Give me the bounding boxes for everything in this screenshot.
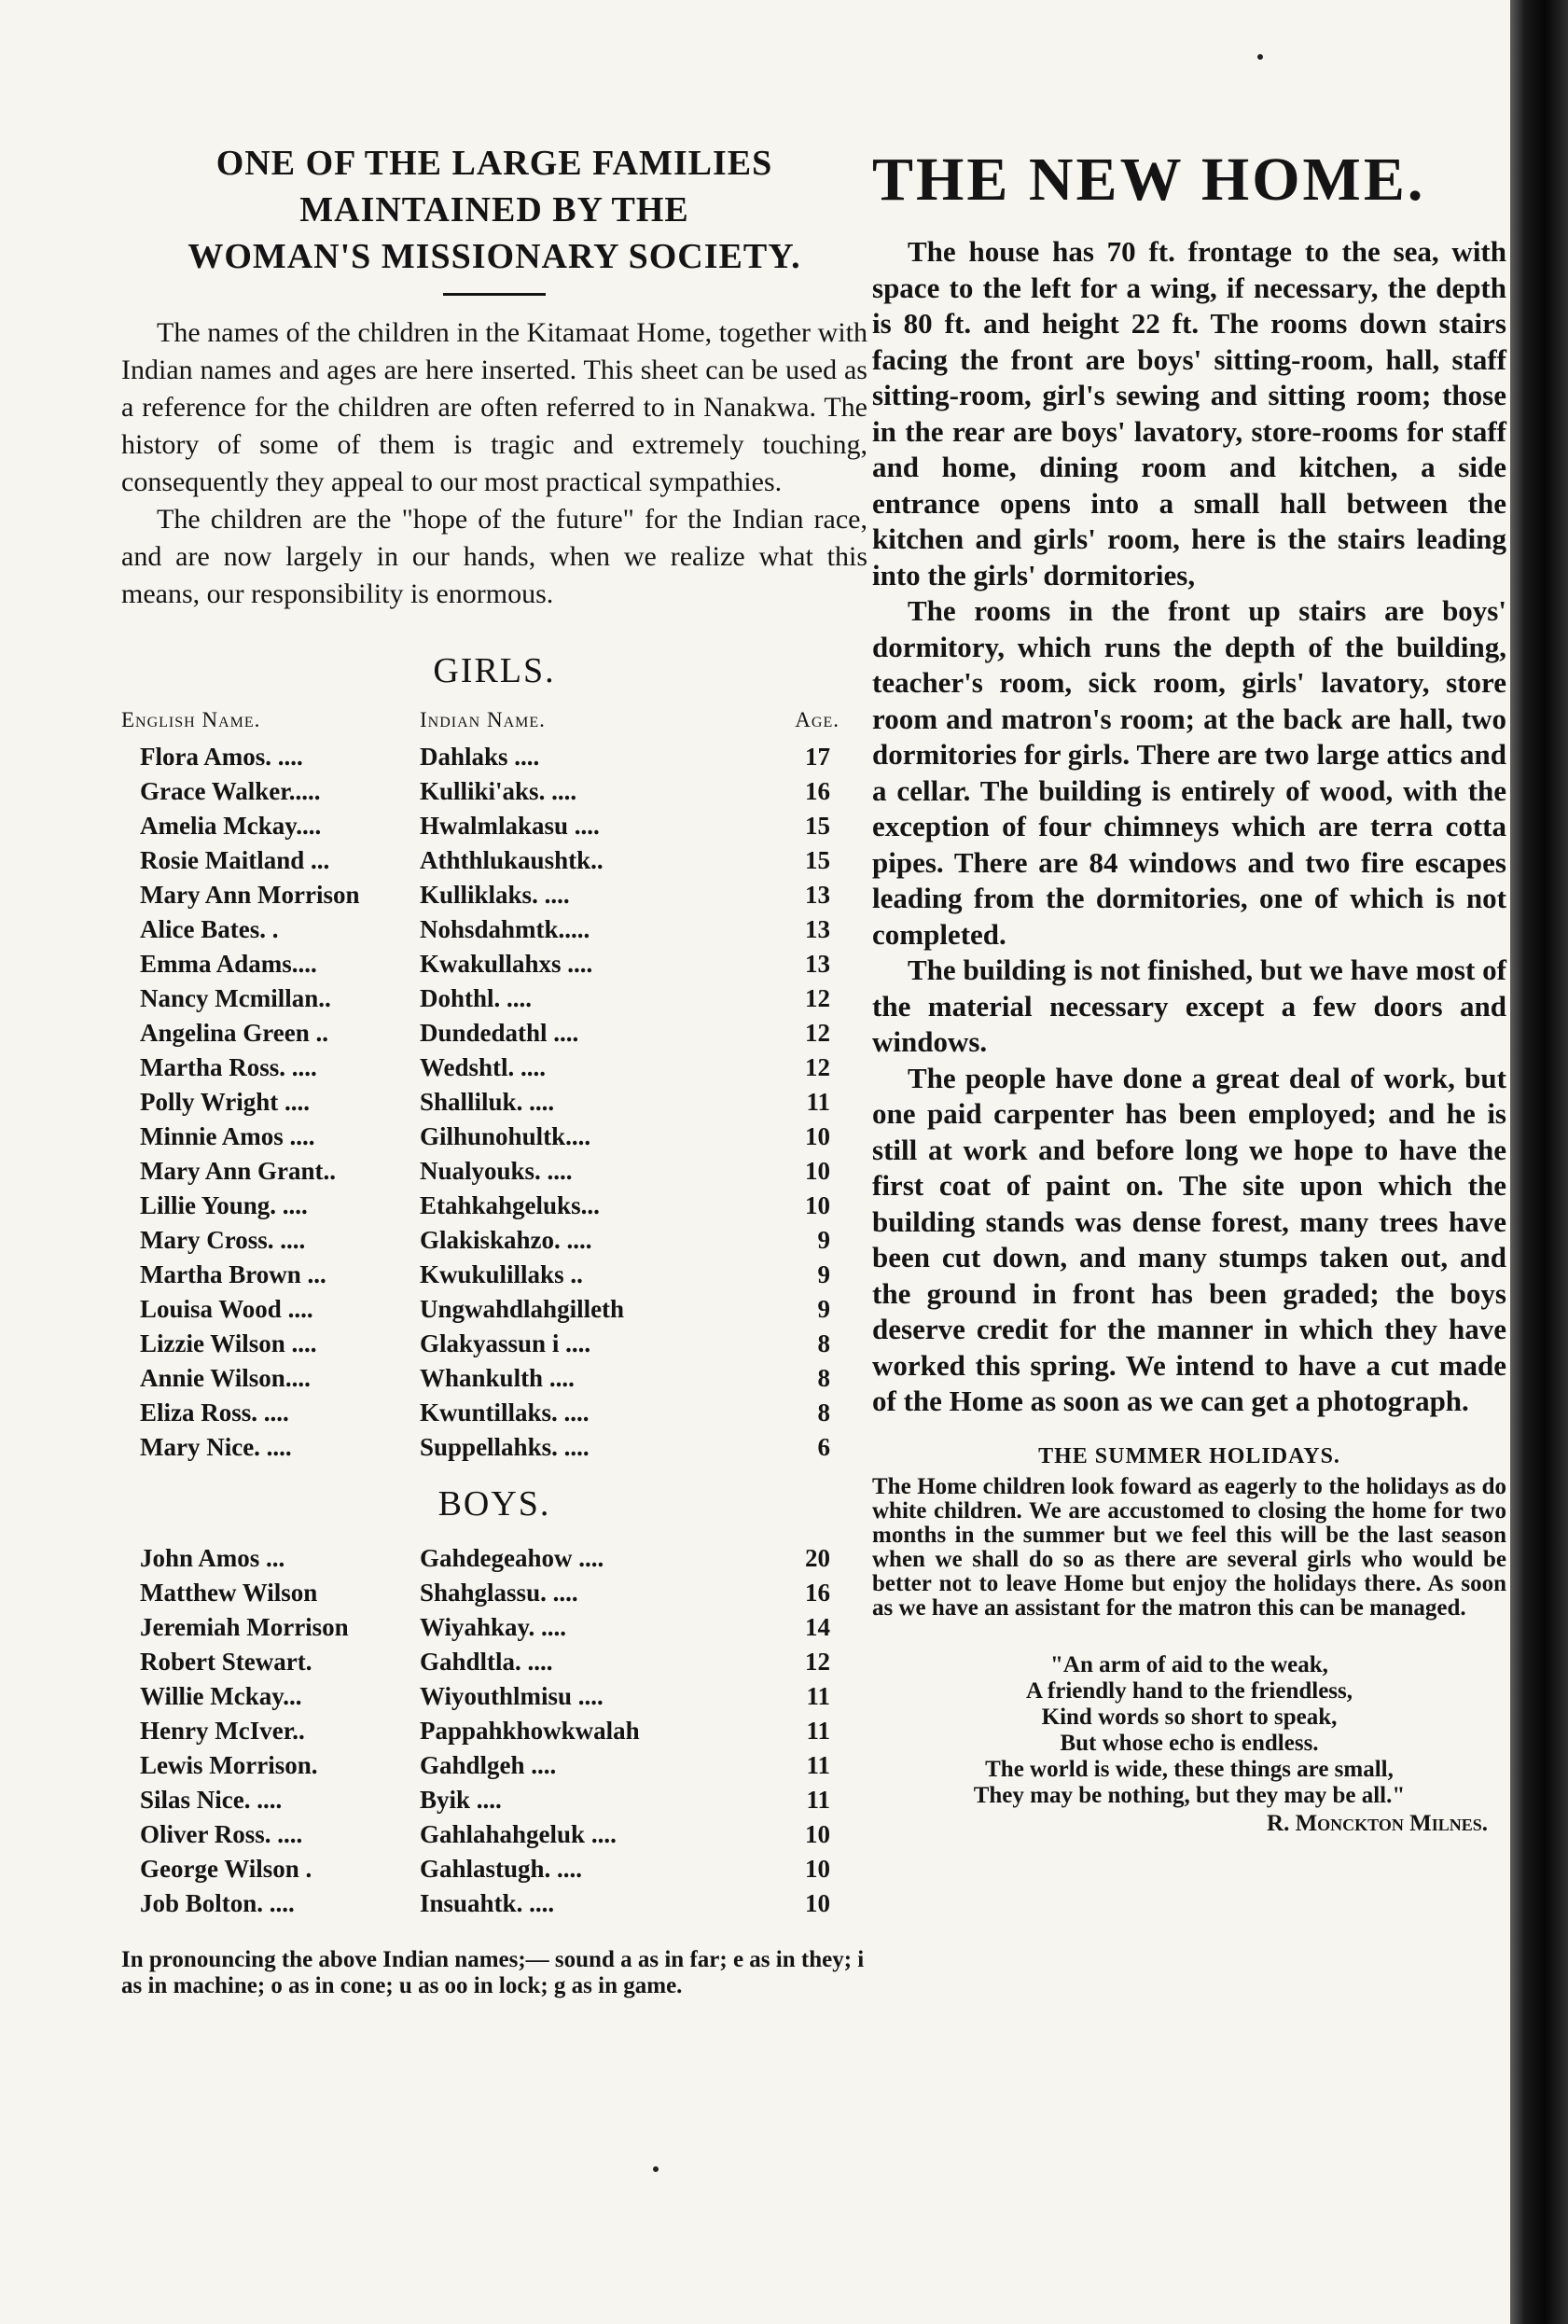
age-cell: 10 xyxy=(805,1889,830,1917)
indian-name-cell: Dundedathl .... xyxy=(420,1019,579,1047)
table-row xyxy=(121,1120,867,1154)
table-row xyxy=(121,1085,867,1120)
indian-name-cell: Kulliklaks. .... xyxy=(420,881,570,909)
summer-holidays-heading: THE SUMMER HOLIDAYS. xyxy=(1038,1443,1340,1468)
table-row xyxy=(121,878,867,912)
table-row xyxy=(121,843,867,878)
age-cell: 10 xyxy=(805,1820,830,1848)
indian-name-cell: Byik .... xyxy=(420,1786,502,1814)
title-line: MAINTAINED BY THE xyxy=(299,190,689,230)
english-name-cell: Alice Bates. . xyxy=(140,915,279,943)
table-row xyxy=(121,1610,867,1645)
english-name-cell: Nancy Mcmillan.. xyxy=(140,984,331,1012)
table-row xyxy=(121,1852,867,1886)
boys-list xyxy=(121,1541,867,1921)
english-name-cell: Henry McIver.. xyxy=(140,1717,305,1745)
table-row xyxy=(121,1645,867,1679)
english-name-cell: Grace Walker..... xyxy=(140,777,321,805)
age-cell: 20 xyxy=(805,1544,830,1572)
indian-name-cell: Glakiskahzo. .... xyxy=(420,1226,592,1254)
age-cell: 12 xyxy=(805,1053,830,1081)
age-cell: 8 xyxy=(817,1364,830,1392)
english-name-cell: Lillie Young. .... xyxy=(140,1191,308,1219)
indian-name-cell: Nualyouks. .... xyxy=(420,1157,573,1185)
scan-edge xyxy=(1510,0,1568,2324)
age-cell: 10 xyxy=(805,1191,830,1219)
age-cell: 12 xyxy=(805,1648,830,1676)
table-row xyxy=(121,1154,867,1189)
english-name-cell: Eliza Ross. .... xyxy=(140,1399,289,1426)
new-home-paragraph: The people have done a great deal of work, but one paid carpenter has been employed; and he is still at work and before long we hope to have the first coat of paint on. The site upon which the building stands was dense forest, many trees have been cut down, and many stumps taken out, and the ground in front has been graded; the boys deserve credit for the manner in which they have worked this spring. We intend to have a cut made of the Home as soon as we can get a photograph. xyxy=(872,1061,1506,1417)
table-row xyxy=(121,1258,867,1292)
age-cell: 15 xyxy=(805,846,830,874)
table-row xyxy=(121,774,867,809)
ink-dot xyxy=(653,2166,659,2172)
poem-line: The world is wide, these things are small, xyxy=(985,1756,1394,1782)
age-cell: 16 xyxy=(805,1579,830,1607)
age-cell: 9 xyxy=(817,1226,830,1254)
indian-name-cell: Gahlahahgeluk .... xyxy=(420,1820,617,1848)
age-cell: 17 xyxy=(805,743,830,771)
indian-name-cell: Wiyouthlmisu .... xyxy=(420,1682,604,1710)
english-name-cell: Martha Brown ... xyxy=(140,1260,326,1288)
poem-line: Kind words so short to speak, xyxy=(1041,1704,1338,1730)
table-row xyxy=(121,1016,867,1051)
english-name-cell: Minnie Amos .... xyxy=(140,1122,315,1150)
indian-name-cell: Nohsdahmtk..... xyxy=(420,915,590,943)
new-home-title: THE NEW HOME. xyxy=(872,146,1426,214)
table-row xyxy=(121,1396,867,1430)
indian-name-cell: Kwakullahxs .... xyxy=(420,950,593,978)
indian-name-cell: Gahdlgeh .... xyxy=(420,1751,557,1779)
indian-name-cell: Gahdltla. .... xyxy=(420,1648,553,1676)
age-cell: 8 xyxy=(817,1399,830,1426)
new-home-paragraph: The rooms in the front up stairs are boys' dormitory, which runs the depth of the building, teacher's room, sick room, girls' lavatory, store room and matron's room; at the back are hall, two dormitories for girls. There are two large attics and a cellar. The building is entirely of wood, with the exception of four chimneys which are terra cotta pipes. There are 84 windows and two fire escapes leading from the dormitories, one of which is not completed. xyxy=(872,594,1506,951)
english-name-cell: Mary Cross. .... xyxy=(140,1226,306,1254)
new-home-paragraph: The building is not finished, but we have most of the material necessary except a few doors and windows. xyxy=(872,953,1506,1058)
indian-name-cell: Gahdegeahow .... xyxy=(420,1544,604,1572)
table-row xyxy=(121,912,867,947)
poem xyxy=(872,1652,1506,1809)
english-name-cell: Annie Wilson.... xyxy=(140,1364,311,1392)
poem-line: A friendly hand to the friendless, xyxy=(1025,1677,1353,1704)
boys-heading: BOYS. xyxy=(437,1484,551,1524)
indian-name-cell: Kwuntillaks. .... xyxy=(420,1399,590,1426)
indian-name-cell: Wiyahkay. .... xyxy=(420,1613,567,1641)
table-row xyxy=(121,1679,867,1714)
english-name-cell: Angelina Green .. xyxy=(140,1019,328,1047)
article-title xyxy=(121,140,867,280)
age-cell: 9 xyxy=(817,1295,830,1323)
english-name-cell: Job Bolton. .... xyxy=(140,1889,295,1917)
table-row xyxy=(121,1430,867,1465)
indian-name-cell: Insuahtk. .... xyxy=(420,1889,555,1917)
table-row xyxy=(121,1748,867,1783)
indian-name-cell: Dohthl. .... xyxy=(420,984,533,1012)
table-row xyxy=(121,1783,867,1817)
english-name-cell: Jeremiah Morrison xyxy=(140,1613,349,1641)
indian-name-header: Indian Name. xyxy=(420,708,546,731)
ink-dot xyxy=(1257,54,1263,60)
table-row xyxy=(121,1223,867,1258)
english-name-cell: George Wilson . xyxy=(140,1855,312,1883)
indian-name-cell: Etahkahgeluks... xyxy=(420,1191,600,1219)
age-cell: 10 xyxy=(805,1122,830,1150)
age-cell: 6 xyxy=(817,1433,830,1461)
age-cell: 11 xyxy=(806,1786,830,1814)
indian-name-cell: Aththlukaushtk.. xyxy=(420,846,604,874)
age-cell: 11 xyxy=(806,1088,830,1116)
indian-name-cell: Suppellahks. .... xyxy=(420,1433,590,1461)
age-header: Age. xyxy=(795,708,840,731)
english-name-header: English Name. xyxy=(121,708,261,731)
english-name-cell: Rosie Maitland ... xyxy=(140,846,330,874)
indian-name-cell: Kwukulillaks .. xyxy=(420,1260,583,1288)
left-column xyxy=(121,140,867,1999)
age-cell: 11 xyxy=(806,1682,830,1710)
table-row xyxy=(121,947,867,981)
indian-name-cell: Whankulth .... xyxy=(420,1364,575,1392)
age-cell: 10 xyxy=(805,1157,830,1185)
table-row xyxy=(121,1886,867,1921)
indian-name-cell: Wedshtl. .... xyxy=(420,1053,547,1081)
indian-name-cell: Ungwahdlahgilleth xyxy=(420,1295,625,1323)
age-cell: 16 xyxy=(805,777,830,805)
poem-line: "An arm of aid to the weak, xyxy=(1050,1651,1328,1677)
table-row xyxy=(121,1327,867,1361)
girls-list xyxy=(121,740,867,1465)
poem-signature: R. Monckton Milnes. xyxy=(1267,1810,1488,1836)
english-name-cell: Willie Mckay... xyxy=(140,1682,302,1710)
english-name-cell: Emma Adams.... xyxy=(140,950,317,978)
table-row xyxy=(121,1292,867,1327)
indian-name-cell: Gilhunohultk.... xyxy=(420,1122,591,1150)
english-name-cell: Amelia Mckay.... xyxy=(140,812,322,840)
english-name-cell: Oliver Ross. .... xyxy=(140,1820,303,1848)
indian-name-cell: Kulliki'aks. .... xyxy=(420,777,577,805)
english-name-cell: Mary Ann Grant.. xyxy=(140,1157,337,1185)
intro-paragraph: The names of the children in the Kitamaat Home, together with Indian names and ages are here inserted. This sheet can be used as a reference for the children are often referred to in Nanakwa. The history of some of them is tragic and extremely touching, consequently they appeal to our most practical sympathies. xyxy=(121,317,867,497)
age-cell: 12 xyxy=(805,1019,830,1047)
english-name-cell: Matthew Wilson xyxy=(140,1579,318,1607)
table-row xyxy=(121,1189,867,1223)
summer-holidays-text: The Home children look foward as eagerly to the holidays as do white children. We are accustomed to closing the home for two months in the summer but we feel this will be the last season when we shall do so as there are several girls who would be better not to leave Home but enjoy the holidays there. As soon as we have an assistant for the matron this can be managed. xyxy=(872,1473,1506,1621)
age-cell: 11 xyxy=(806,1751,830,1779)
table-row xyxy=(121,740,867,774)
title-line: WOMAN'S MISSIONARY SOCIETY. xyxy=(187,237,801,276)
table-row xyxy=(121,981,867,1016)
title-line: ONE OF THE LARGE FAMILIES xyxy=(215,144,773,183)
indian-name-cell: Pappahkhowkwalah xyxy=(420,1717,640,1745)
age-cell: 14 xyxy=(805,1613,830,1641)
table-row xyxy=(121,1361,867,1396)
table-row xyxy=(121,1576,867,1610)
table-row xyxy=(121,1541,867,1576)
english-name-cell: Lizzie Wilson .... xyxy=(140,1329,317,1357)
english-name-cell: Martha Ross. .... xyxy=(140,1053,317,1081)
age-cell: 13 xyxy=(805,915,830,943)
english-name-cell: Louisa Wood .... xyxy=(140,1295,313,1323)
table-row xyxy=(121,809,867,843)
indian-name-cell: Dahlaks .... xyxy=(420,743,540,771)
age-cell: 12 xyxy=(805,984,830,1012)
english-name-cell: Silas Nice. .... xyxy=(140,1786,283,1814)
indian-name-cell: Gahlastugh. .... xyxy=(420,1855,583,1883)
girls-heading: GIRLS. xyxy=(433,651,556,690)
table-row xyxy=(121,1817,867,1852)
indian-name-cell: Shahglassu. .... xyxy=(420,1579,578,1607)
age-cell: 10 xyxy=(805,1855,830,1883)
english-name-cell: John Amos ... xyxy=(140,1544,285,1572)
title-rule xyxy=(443,293,546,296)
new-home-paragraph: The house has 70 ft. frontage to the sea, with space to the left for a wing, if necessary, the depth is 80 ft. and height 22 ft. The rooms down stairs facing the front are boys' sitting-room, hall, staff sitting-room, girl's sewing and sitting room; those in the rear are boys' lavatory, store-rooms for staff and home, dining room and kitchen, a side entrance opens into a small hall between the kitchen and girls' room, here is the stairs leading into the girls' dormitories, xyxy=(872,235,1506,591)
indian-name-cell: Shalliluk. .... xyxy=(420,1088,555,1116)
age-cell: 11 xyxy=(806,1717,830,1745)
english-name-cell: Mary Ann Morrison xyxy=(140,881,360,909)
age-cell: 13 xyxy=(805,950,830,978)
table-row xyxy=(121,1714,867,1748)
indian-name-cell: Hwalmlakasu .... xyxy=(420,812,600,840)
age-cell: 9 xyxy=(817,1260,830,1288)
english-name-cell: Polly Wright .... xyxy=(140,1088,311,1116)
intro-paragraph: The children are the "hope of the future" for the Indian race, and are now largely in our hands, when we realize what this means, our responsibility is enormous. xyxy=(121,504,867,609)
age-cell: 8 xyxy=(817,1329,830,1357)
english-name-cell: Lewis Morrison. xyxy=(140,1751,318,1779)
english-name-cell: Robert Stewart. xyxy=(140,1648,312,1676)
english-name-cell: Flora Amos. .... xyxy=(140,743,303,771)
age-cell: 13 xyxy=(805,881,830,909)
table-header xyxy=(121,708,867,732)
poem-line: But whose echo is endless. xyxy=(1060,1730,1319,1756)
poem-line: They may be nothing, but they may be all." xyxy=(973,1782,1406,1808)
english-name-cell: Mary Nice. .... xyxy=(140,1433,292,1461)
indian-name-cell: Glakyassun i .... xyxy=(420,1329,591,1357)
right-column xyxy=(872,145,1506,1837)
pronunciation-note: In pronouncing the above Indian names;— sound a as in far; e as in they; i as in machine; o as in cone; u as oo in lock; g as in game. xyxy=(121,1947,865,1998)
age-cell: 15 xyxy=(805,812,830,840)
table-row xyxy=(121,1051,867,1085)
